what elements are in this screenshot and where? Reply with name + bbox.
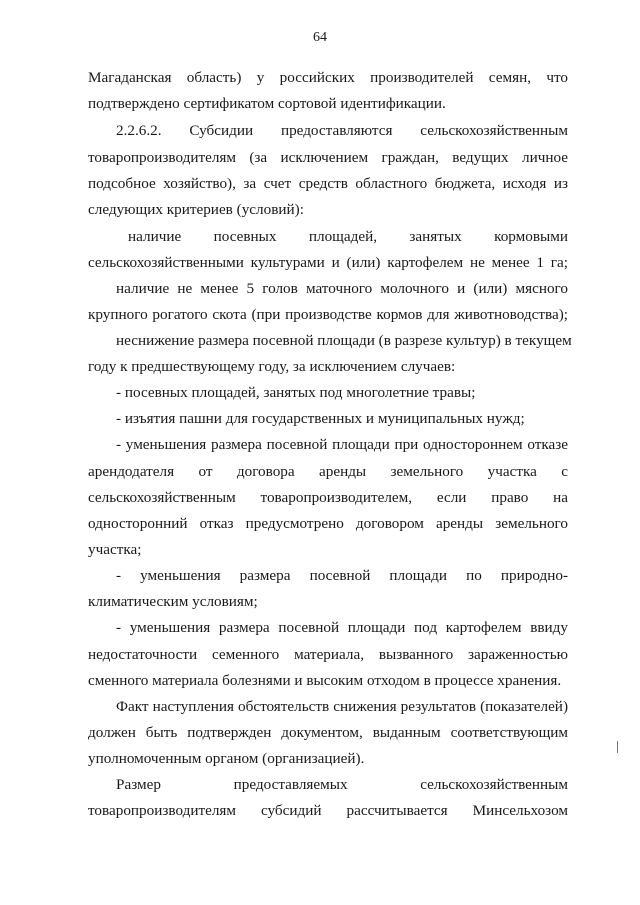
text-line-13: - посевных площадей, занятых под многолетние травы; (116, 384, 476, 401)
text-line-17: сельскохозяйственным товаропроизводителем, если право на (88, 489, 568, 506)
text-line-6: следующих критериев (условий): (88, 201, 304, 218)
text-line-18: односторонний отказ предусмотрено договором аренды земельного (88, 515, 568, 532)
text-line-3: 2.2.6.2. Субсидии предоставляются сельскохозяйственным (116, 122, 568, 139)
scan-edge-mark (617, 741, 618, 753)
text-line-29: товаропроизводителям субсидий рассчитывается Минсельхозом (88, 802, 568, 819)
page-number: 64 (313, 30, 327, 45)
text-line-21: климатическим условиям; (88, 593, 258, 610)
text-line-20: - уменьшения размера посевной площади по природно- (116, 567, 568, 584)
text-line-11: неснижение размера посевной площади (в разрезе культур) в текущем (116, 332, 572, 349)
text-line-5: подсобное хозяйство), за счет средств областного бюджета, исходя из (88, 175, 568, 192)
text-line-26: должен быть подтвержден документом, выданным соответствующим (88, 724, 568, 741)
text-line-22: - уменьшения размера посевной площади под картофелем ввиду (116, 619, 568, 636)
text-line-14: - изъятия пашни для государственных и муниципальных нужд; (116, 410, 525, 427)
text-line-10: крупного рогатого скота (при производстве кормов для животноводства); (88, 306, 568, 323)
text-line-16: арендодателя от договора аренды земельного участка с (88, 463, 568, 480)
text-line-24: сменного материала болезнями и высоким отходом в процессе хранения. (88, 672, 562, 689)
text-line-12: году к предшествующему году, за исключением случаев: (88, 358, 456, 375)
text-line-2: подтверждено сертификатом сортовой идентификации. (88, 95, 446, 112)
text-line-19: участка; (88, 541, 142, 558)
text-line-15: - уменьшения размера посевной площади при одностороннем отказе (116, 436, 568, 453)
text-line-25: Факт наступления обстоятельств снижения результатов (показателей) (116, 698, 568, 715)
text-line-9: наличие не менее 5 голов маточного молочного и (или) мясного (116, 280, 568, 297)
text-line-27: уполномоченным органом (организацией). (88, 750, 365, 767)
text-line-7: наличие посевных площадей, занятых кормовыми (128, 228, 568, 245)
text-line-4: товаропроизводителям (за исключением граждан, ведущих личное (88, 149, 568, 166)
text-line-1: Магаданская область) у российских производителей семян, что (88, 69, 568, 86)
text-line-28: Размер предоставляемых сельскохозяйственным (116, 776, 568, 793)
text-line-23: недостаточности семенного материала, вызванного зараженностью (88, 646, 568, 663)
text-line-8: сельскохозяйственными культурами и (или) картофелем не менее 1 га; (88, 254, 568, 271)
